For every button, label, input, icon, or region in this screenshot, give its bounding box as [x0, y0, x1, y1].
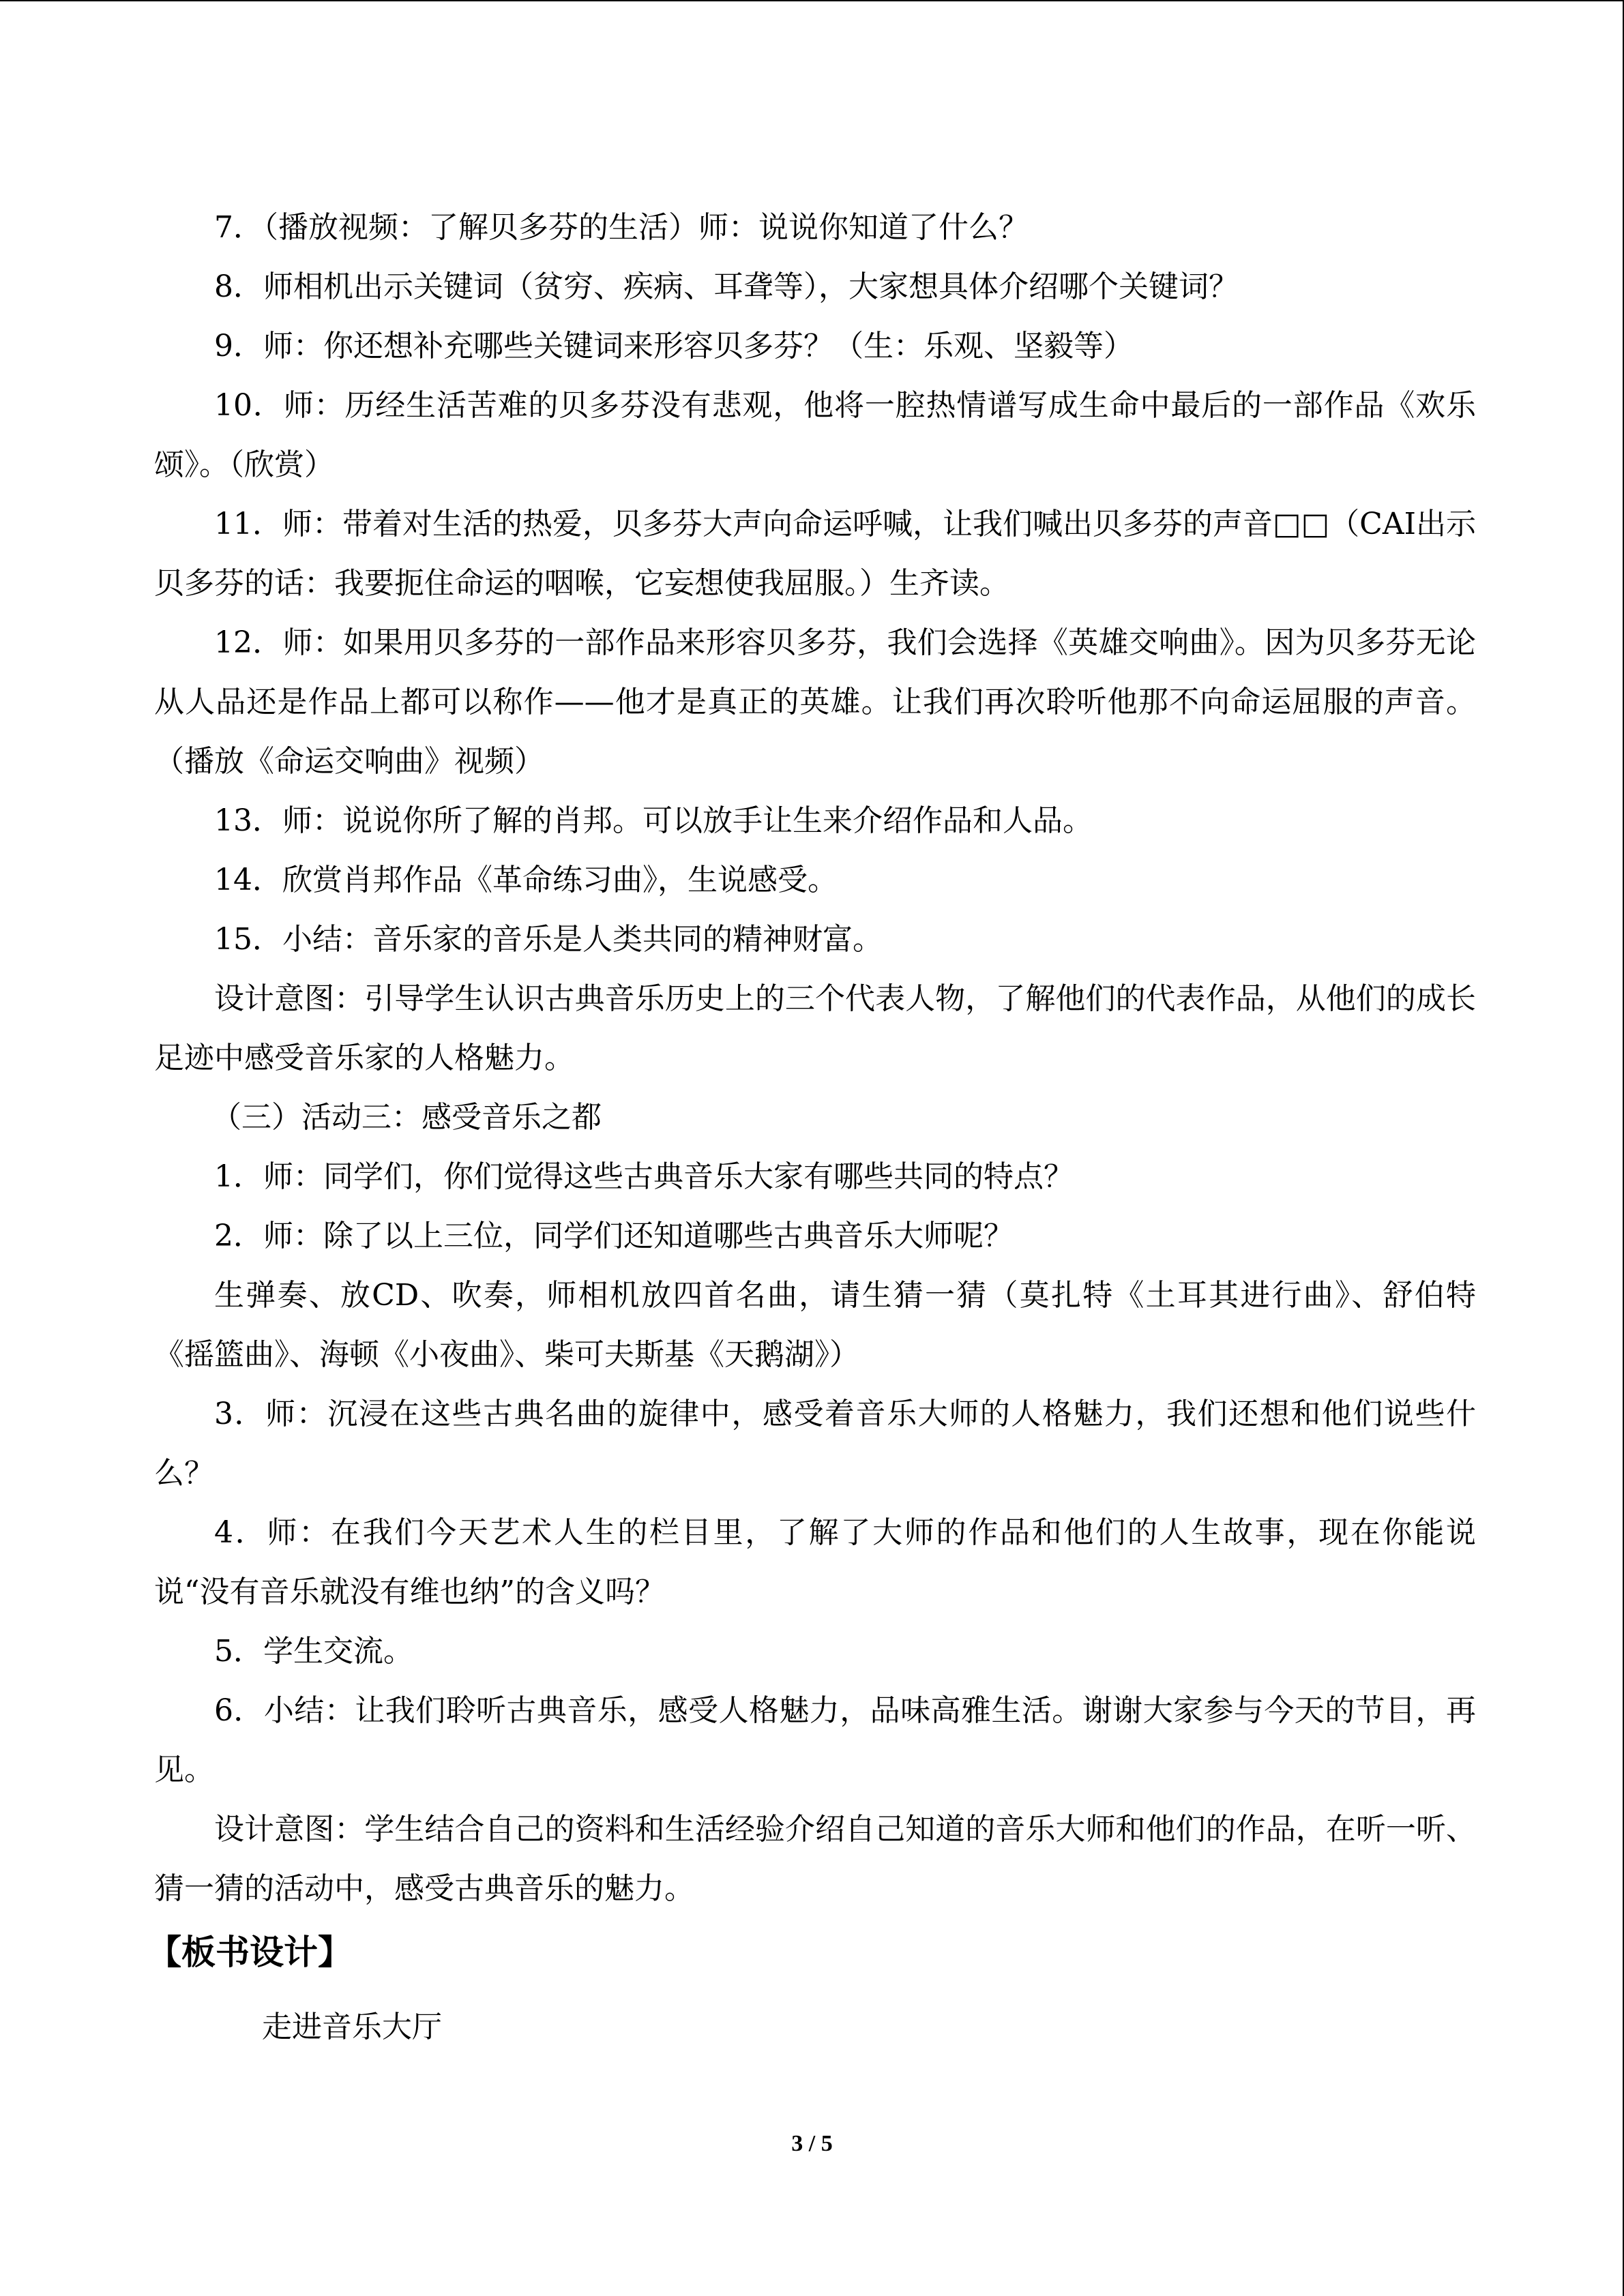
paragraph-step-11: 11．师：带着对生活的热爱，贝多芬大声向命运呼喊，让我们喊出贝多芬的声音□□（CAI出示贝多芬的话：我要扼住命运的咽喉，它妄想使我屈服。）生齐读。 — [154, 507, 1476, 601]
design-intent-paragraph: 设计意图：引导学生认识古典音乐历史上的三个代表人物，了解他们的代表作品，从他们的成长足迹中感受音乐家的人格魅力。 — [154, 981, 1476, 1075]
page-number: 3 / 5 — [791, 2131, 833, 2156]
document-body — [147, 198, 1476, 2068]
paragraph-activity3-step-5: 5．学生交流。 — [214, 1634, 413, 1669]
paragraph-activity3-guess: 生弹奏、放CD、吹奏，师相机放四首名曲，请生猜一猜（莫扎特《土耳其进行曲》、舒伯特《摇篮曲》、海顿《小夜曲》、柴可夫斯基《天鹅湖》） — [154, 1278, 1476, 1372]
paragraph-step-8: 8．师相机出示关键词（贫穷、疾病、耳聋等），大家想具体介绍哪个关键词？ — [214, 269, 1239, 304]
paragraph-activity3-step-3: 3．师：沉浸在这些古典名曲的旋律中，感受着音乐大师的人格魅力，我们还想和他们说些什么？ — [154, 1397, 1476, 1491]
page-top-border — [0, 0, 1624, 1]
paragraph-step-7: 7．（播放视频：了解贝多芬的生活）师：说说你知道了什么？ — [214, 210, 1029, 245]
paragraph-activity3-step-2: 2．师：除了以上三位，同学们还知道哪些古典音乐大师呢？ — [214, 1219, 1014, 1253]
paragraph-step-10: 10．师：历经生活苦难的贝多芬没有悲观，他将一腔热情谱写成生命中最后的一部作品《欢乐颂》。（欣赏） — [154, 388, 1476, 482]
board-design-heading: 【板书设计】 — [147, 1933, 352, 1972]
paragraph-activity3-step-1: 1．师：同学们，你们觉得这些古典音乐大家有哪些共同的特点？ — [214, 1159, 1074, 1194]
paragraph-step-12: 12．师：如果用贝多芬的一部作品来形容贝多芬，我们会选择《英雄交响曲》。因为贝多芬无论从人品还是作品上都可以称作——他才是真正的英雄。让我们再次聆听他那不向命运屈服的声音。（播放《命运交响曲》视频） — [154, 625, 1476, 779]
paragraph-activity3-step-4: 4．师：在我们今天艺术人生的栏目里，了解了大师的作品和他们的人生故事，现在你能说说“没有音乐就没有维也纳”的含义吗？ — [154, 1515, 1476, 1609]
paragraph-step-15: 15．小结：音乐家的音乐是人类共同的精神财富。 — [214, 922, 883, 957]
activity-three-subheading: （三）活动三：感受音乐之都 — [211, 1100, 602, 1135]
design-intent-paragraph-2: 设计意图：学生结合自己的资料和生活经验介绍自己知道的音乐大师和他们的作品，在听一听、猜一猜的活动中，感受古典音乐的魅力。 — [154, 1812, 1476, 1906]
paragraph-step-14: 14．欣赏肖邦作品《革命练习曲》，生说感受。 — [214, 863, 838, 897]
paragraph-step-9: 9．师：你还想补充哪些关键词来形容贝多芬？（生：乐观、坚毅等） — [214, 329, 1134, 363]
board-design-title: 走进音乐大厅 — [262, 2010, 442, 2044]
paragraph-activity3-step-6: 6．小结：让我们聆听古典音乐，感受人格魅力，品味高雅生活。谢谢大家参与今天的节目，再见。 — [154, 1693, 1476, 1787]
paragraph-step-13: 13．师：说说你所了解的肖邦。可以放手让生来介绍作品和人品。 — [214, 803, 1093, 838]
